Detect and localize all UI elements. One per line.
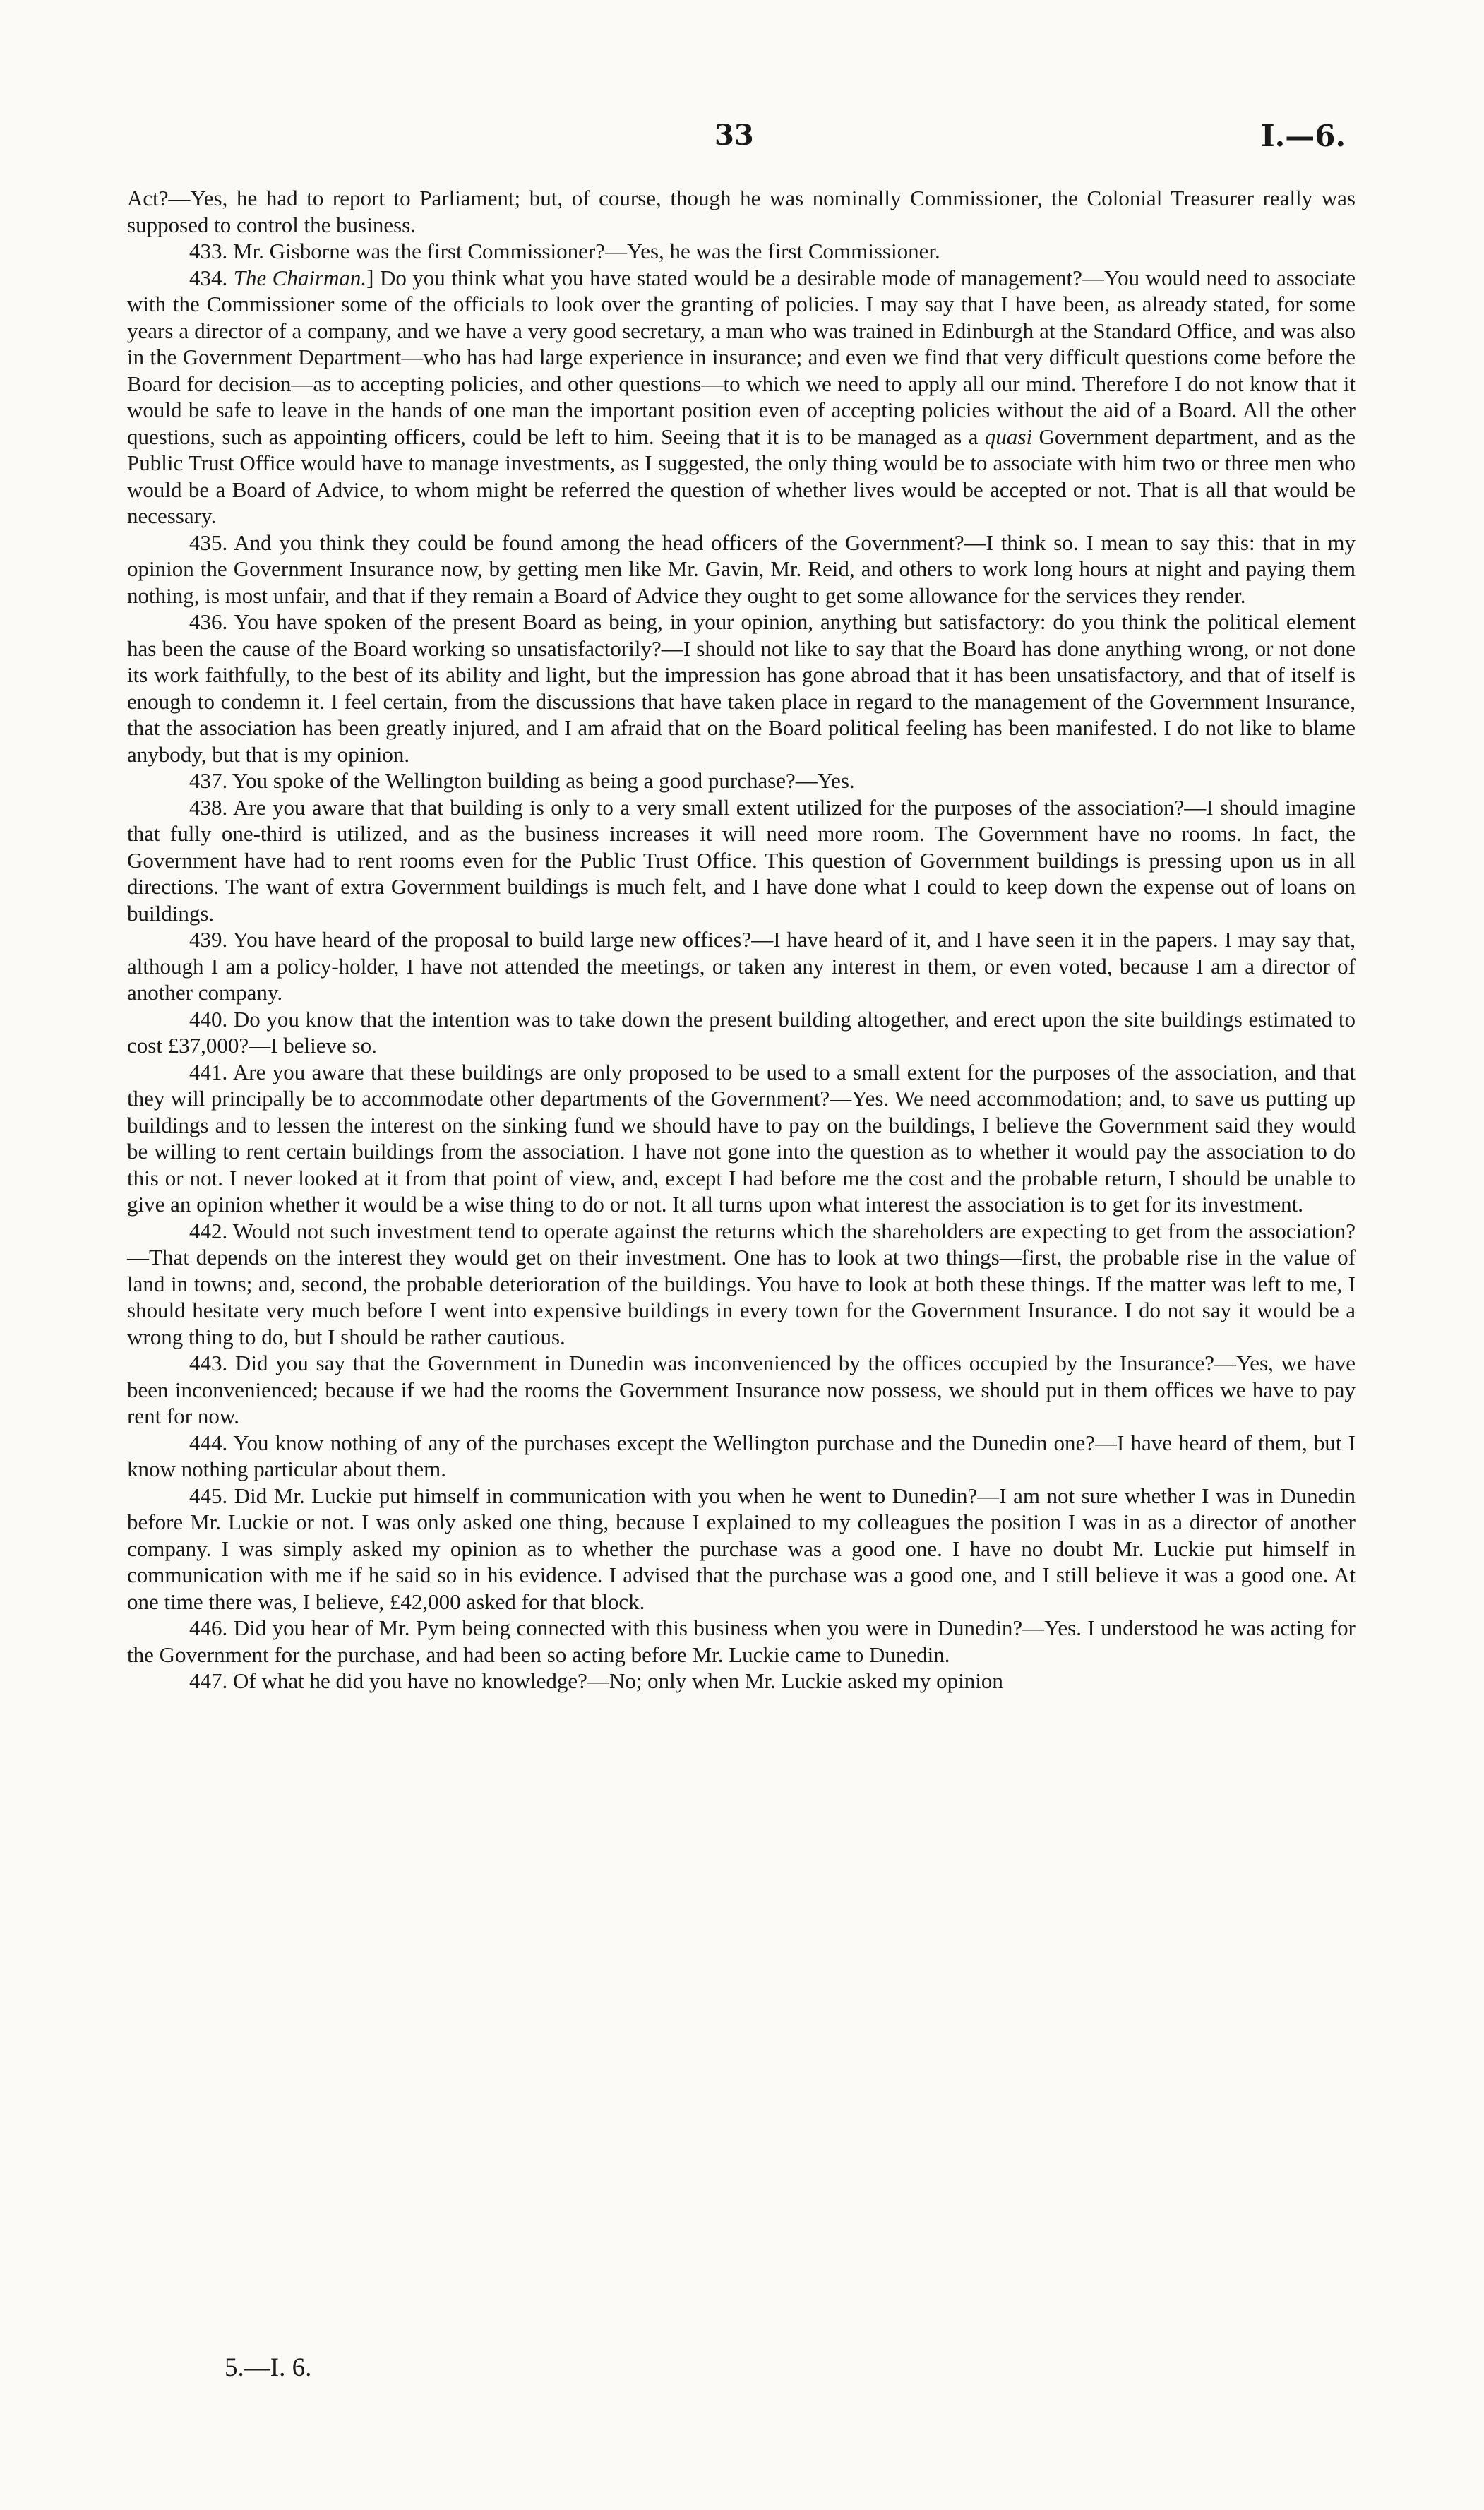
paragraph-440: 440. Do you know that the intention was to take down the present building altogether, and erect upon the site buildings estimated to cost £37,000?—I believe so. [127, 1006, 1356, 1058]
paragraph-447: 447. Of what he did you have no knowledge?—No; only when Mr. Luckie asked my opinion [189, 1668, 1003, 1693]
question-number: 442. [189, 1218, 228, 1243]
question-number: 445. [189, 1483, 228, 1508]
question-number: 440. [189, 1006, 228, 1032]
paragraph-445: 445. Did Mr. Luckie put himself in communication with you when he went to Dunedin?—I am not sure whether I was in Dunedin before Mr. Luckie or not. I was only asked one thing, because I explained to my colleagues the position I was in as a director of another company. I was simply asked my opinion as to whether the purchase was a good one. I have no doubt Mr. Luckie put himself in communication with me if he said so in his evidence. I advised that the purchase was a good one, and I still believe it was a good one. At one time there was, I believe, £42,000 asked for that block. [127, 1483, 1356, 1614]
speaker-name: The Chairman. [233, 265, 367, 290]
question-number: 444. [189, 1430, 228, 1455]
question-number: 447. [189, 1668, 228, 1693]
question-number: 434. [189, 265, 228, 290]
question-number: 441. [189, 1059, 228, 1084]
paragraph-442: 442. Would not such investment tend to operate against the returns which the shareholders are expecting to get from the association?—That depends on the interest they would get on their investment. One has to look at two things—first, the probable rise in the value of land in towns; and, second, the probable deterioration of the buildings. You have to look at both these things. If the matter was left to me, I should hesitate very much before I went into expensive buildings in every town for the Government Insurance. I do not say it would be a wrong thing to do, but I should be rather cautious. [127, 1218, 1356, 1349]
paragraph-433: 433. Mr. Gisborne was the first Commissioner?—Yes, he was the first Commissioner. [189, 239, 940, 263]
paragraph-443: 443. Did you say that the Government in Dunedin was inconvenienced by the offices occupied by the Insurance?—Yes, we have been inconvenienced; because if we had the rooms the Government Insurance now possess, we should put in them offices we have to pay rent for now. [127, 1351, 1356, 1428]
paragraph-434: 434. The Chairman.] Do you think what you have stated would be a desirable mode of management?—You would need to associate with the Commissioner some of the officials to look over the granting of policies. I may say that I have been, as already stated, for some years a director of a company, and we have a very good secretary, a man who was trained in Edinburgh at the Standard Office, and was also in the Government Department—who has had large experience in insurance; and even we find that very difficult questions come before the Board for decision—as to accepting policies, and other questions—to which we need to apply all our mind. Therefore I do not know that it would be safe to leave in the hands of one man the important position even of accepting policies without the aid of a Board. All the other questions, such as appointing officers, could be left to him. Seeing that it is to be managed as a quasi Government department, and as the Public Trust Office would have to manage investments, as I suggested, the only thing would be to associate with him two or three men who would be a Board of Advice, to whom might be referred the question of whether lives would be accepted or not. That is all that would be necessary. [127, 265, 1356, 528]
italic-term: quasi [984, 424, 1033, 449]
sheet-signature: 5.—I. 6. [225, 2353, 312, 2382]
paragraph-439: 439. You have heard of the proposal to build large new offices?—I have heard of it, and I have seen it in the papers. I may say that, although I am a policy-holder, I have not attended the meetings, or taken any interest in them, or even voted, because I am a director of another company. [127, 927, 1356, 1005]
paragraph-435: 435. And you think they could be found among the head officers of the Government?—I think so. I mean to say this: that in my opinion the Government Insurance now, by getting men like Mr. Gavin, Mr. Reid, and others to work long hours at night and paying them nothing, is most unfair, and that if they remain a Board of Advice they ought to get some allowance for the services they render. [127, 530, 1356, 608]
evidence-text [127, 185, 1356, 1695]
question-number: 443. [189, 1351, 228, 1375]
paragraph-438: 438. Are you aware that that building is only to a very small extent utilized for the purposes of the association?—I should imagine that fully one-third is utilized, and as the business increases it will need more room. The Government have no rooms. In fact, the Government have had to rent rooms even for the Public Trust Office. This question of Government buildings is pressing upon us in all directions. The want of extra Government buildings is much felt, and I have done what I could to keep down the expense out of loans on buildings. [127, 794, 1356, 926]
paragraph-441: 441. Are you aware that these buildings are only proposed to be used to a small extent for the purposes of the association, and that they will principally be to accommodate other departments of the Government?—Yes. We need accommodation; and, to save us putting up buildings and to lessen the interest on the sinking fund we should have to pay on the buildings, I believe the Government said they would be willing to rent certain buildings from the association. I have not gone into the question as to whether it would pay the association to do this or not. I never looked at it from that point of view, and, except I had before me the cost and the probable return, I should be unable to give an opinion whether it would be a wise thing to do or not. It all turns upon what interest the association is to get for its investment. [127, 1059, 1356, 1217]
paragraph-444: 444. You know nothing of any of the purchases except the Wellington purchase and the Dunedin one?—I have heard of them, but I know nothing particular about them. [127, 1430, 1356, 1481]
question-number: 446. [189, 1615, 228, 1640]
question-number: 436. [189, 609, 228, 634]
paragraph-436: 436. You have spoken of the present Board as being, in your opinion, anything but satisfactory: do you think the political element has been the cause of the Board working so unsatisfactorily?—I should not like to say that the Board has done anything wrong, or not done its work faithfully, to the best of its ability and light, but the impression has gone abroad that it has been unsatisfactory, and that of itself is enough to condemn it. I feel certain, from the discussions that have taken place in regard to the management of the Government Insurance, that the association has been greatly injured, and I am afraid that on the Board political feeling has been manifested. I do not like to blame anybody, but that is my opinion. [127, 609, 1356, 767]
paragraph-446: 446. Did you hear of Mr. Pym being connected with this business when you were in Dunedin?—Yes. I understood he was acting for the Government for the purchase, and had been so acting before Mr. Luckie came to Dunedin. [127, 1615, 1356, 1667]
question-number: 438. [189, 794, 228, 820]
page-number: 33 [714, 119, 754, 152]
paragraph-437: 437. You spoke of the Wellington building as being a good purchase?—Yes. [189, 768, 855, 793]
question-number: 437. [189, 768, 228, 793]
paragraph-continuation: Act?—Yes, he had to report to Parliament; but, of course, though he was nominally Commissioner, the Colonial Treasurer really was supposed to control the business. [127, 186, 1356, 237]
question-number: 433. [189, 239, 228, 263]
paper-reference: I.—6. [1261, 119, 1346, 153]
question-number: 439. [189, 927, 228, 952]
question-number: 435. [189, 530, 228, 555]
